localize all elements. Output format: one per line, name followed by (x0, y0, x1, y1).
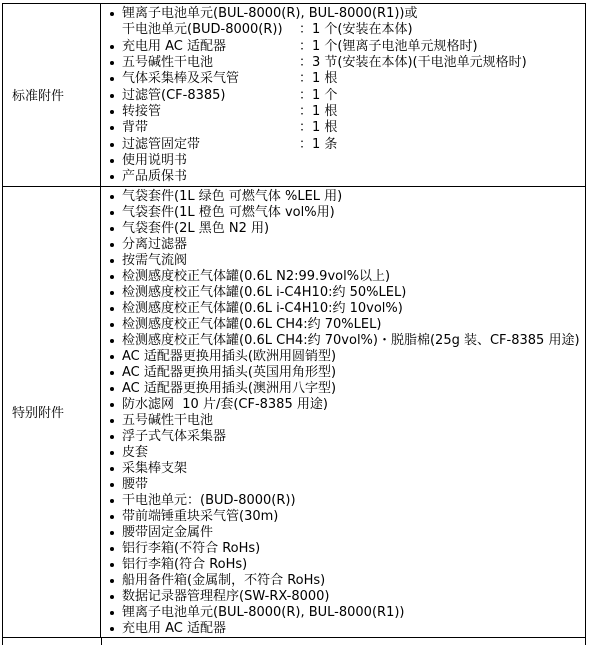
list-item (109, 509, 581, 525)
bullet-icon (109, 104, 122, 120)
item-label: 铝行李箱(符合 RoHs) (122, 556, 248, 572)
bullet-icon (109, 269, 122, 285)
bullet-icon (109, 39, 122, 55)
item-value: ：1 个(锂离子电池单元规格时) (299, 38, 478, 54)
item-label: 气袋套件(1L 绿色 可燃气体 %LEL 用) (122, 188, 343, 204)
list-item (109, 429, 581, 445)
item-label: 锂离子电池单元(BUL-8000(R), BUL-8000(R1)) (122, 604, 405, 620)
stub-header-cell (3, 638, 102, 645)
list-item (109, 6, 581, 22)
bullet-icon (109, 349, 122, 365)
bullet-icon (109, 493, 122, 509)
item-label: AC 适配器更换用插头(澳洲用八字型) (122, 380, 337, 396)
list-item (109, 22, 581, 38)
list-item (109, 349, 581, 365)
item-value: ：1 根 (299, 104, 338, 120)
item-label: 五号碱性干电池 (122, 55, 214, 71)
item-label: 过滤管(CF-8385) (122, 87, 226, 103)
list-item (109, 237, 581, 253)
bullet-icon (109, 541, 122, 557)
item-value: ：1 根 (299, 120, 338, 136)
item-label: AC 适配器更换用插头(欧洲用圆销型) (122, 348, 337, 364)
list-item (109, 104, 581, 120)
item-value: ：3 节(安装在本体)(干电池单元规格时) (299, 55, 527, 71)
list-item (109, 621, 581, 637)
list-item (109, 55, 581, 71)
list-item (109, 221, 581, 237)
item-label: 干电池单元：(BUD-8000(R)) (122, 492, 296, 508)
list-item (109, 525, 581, 541)
bullet-icon (109, 333, 122, 349)
bullet-icon (109, 461, 122, 477)
bullet-icon (109, 6, 122, 22)
item-label: 检测感度校正气体罐(0.6L CH4:约 70vol%)・脱脂棉(25g 装、CF-8385 用途) (122, 332, 580, 348)
list-item (109, 333, 581, 349)
row-header-cell (3, 187, 101, 637)
item-label: 背带 (122, 120, 149, 136)
list-item (109, 477, 581, 493)
bullet-icon (109, 221, 122, 237)
bullet-icon (109, 605, 122, 621)
item-label: 分离过滤器 (122, 236, 188, 252)
item-label: 腰带固定金属件 (122, 524, 214, 540)
list-item (109, 39, 581, 55)
list-item (109, 169, 581, 185)
item-label: 使用说明书 (122, 153, 188, 169)
list-item (109, 445, 581, 461)
item-label: 干电池单元(BUD-8000(R)) (122, 22, 283, 38)
list-item (109, 605, 581, 621)
list-item (109, 365, 581, 381)
list-item (109, 269, 581, 285)
bullet-icon (109, 237, 122, 253)
item-label: 充电用 AC 适配器 (122, 38, 227, 54)
bullet-icon (109, 55, 122, 71)
bullet-icon (109, 71, 122, 87)
bullet-icon (109, 413, 122, 429)
list-item (109, 413, 581, 429)
section-header: 标准附件 (12, 89, 65, 105)
item-value: ：1 根 (299, 71, 338, 87)
item-label: 采集棒支架 (122, 460, 188, 476)
bullet-icon (109, 589, 122, 605)
item-label: 充电用 AC 适配器 (122, 620, 227, 636)
bullet-icon (109, 285, 122, 301)
bullet-icon (109, 381, 122, 397)
list-item (109, 71, 581, 87)
item-label: 检测感度校正气体罐(0.6L CH4:约 70%LEL) (122, 316, 382, 332)
list-item (109, 541, 581, 557)
bullet-icon (109, 477, 122, 493)
item-value: ：1 个(安装在本体) (299, 22, 413, 38)
item-label: 转接管 (122, 104, 162, 120)
bullet-icon (109, 253, 122, 269)
bullet-icon (109, 301, 122, 317)
item-label: 检测感度校正气体罐(0.6L i-C4H10:约 10vol%) (122, 300, 403, 316)
bullet-icon (109, 557, 122, 573)
item-label: 船用备件箱(金属制，不符合 RoHs) (122, 572, 326, 588)
row-header-cell (3, 4, 101, 186)
list-item (109, 557, 581, 573)
list-item (109, 317, 581, 333)
bullet-icon (109, 573, 122, 589)
item-label: 检测感度校正气体罐(0.6L N2:99.9vol%以上) (122, 268, 391, 284)
stub-items-cell (102, 638, 585, 645)
bullet-icon (109, 621, 122, 637)
row-items-cell (101, 187, 585, 637)
item-label: 浮子式气体采集器 (122, 428, 227, 444)
accessories-table (2, 3, 586, 645)
item-label: AC 适配器更换用插头(英国用角形型) (122, 364, 337, 380)
bullet-icon (109, 429, 122, 445)
list-item (109, 189, 581, 205)
section-header: 特别附件 (12, 406, 65, 422)
item-label: 腰带 (122, 476, 149, 492)
item-value: ：1 个 (299, 87, 338, 103)
bullet-icon (109, 137, 122, 153)
list-item (109, 285, 581, 301)
item-label: 气体采集棒及采气管 (122, 71, 240, 87)
list-item (109, 589, 581, 605)
bullet-icon (109, 525, 122, 541)
list-item (109, 205, 581, 221)
bullet-icon (109, 88, 122, 104)
bullet-icon (109, 205, 122, 221)
item-label: 过滤管固定带 (122, 136, 201, 152)
bullet-icon (109, 365, 122, 381)
list-item (109, 397, 581, 413)
item-value: ：1 条 (299, 136, 338, 152)
list-item (109, 253, 581, 269)
bullet-icon (109, 22, 122, 38)
item-label: 带前端锤重块采气管(30m) (122, 508, 279, 524)
row-items-cell (101, 4, 585, 186)
list-item (109, 461, 581, 477)
list-item (109, 301, 581, 317)
list-item (109, 153, 581, 169)
bullet-icon (109, 120, 122, 136)
item-label: 产品质保书 (122, 169, 188, 185)
list-item (109, 381, 581, 397)
bullet-icon (109, 169, 122, 185)
bullet-icon (109, 445, 122, 461)
item-label: 数据记录器管理程序(SW-RX-8000) (122, 588, 330, 604)
list-item (109, 88, 581, 104)
item-label: 铝行李箱(不符合 RoHs) (122, 540, 261, 556)
item-label: 五号碱性干电池 (122, 412, 214, 428)
item-label: 锂离子电池单元(BUL-8000(R), BUL-8000(R1))或 (122, 6, 418, 21)
table-row (3, 4, 585, 187)
table-row (3, 187, 585, 638)
item-label: 皮套 (122, 444, 149, 460)
list-item (109, 120, 581, 136)
item-label: 检测感度校正气体罐(0.6L i-C4H10:约 50%LEL) (122, 284, 407, 300)
bullet-icon (109, 397, 122, 413)
list-item (109, 573, 581, 589)
table-row-stub (3, 638, 585, 645)
list-item (109, 137, 581, 153)
bullet-icon (109, 153, 122, 169)
bullet-icon (109, 509, 122, 525)
item-label: 按需气流阀 (122, 252, 188, 268)
list-item (109, 493, 581, 509)
bullet-icon (109, 317, 122, 333)
item-label: 气袋套件(1L 橙色 可燃气体 vol%用) (122, 204, 335, 220)
item-label: 气袋套件(2L 黑色 N2 用) (122, 220, 270, 236)
bullet-icon (109, 189, 122, 205)
item-label: 防水滤网 10 片/套(CF-8385 用途) (122, 396, 328, 412)
